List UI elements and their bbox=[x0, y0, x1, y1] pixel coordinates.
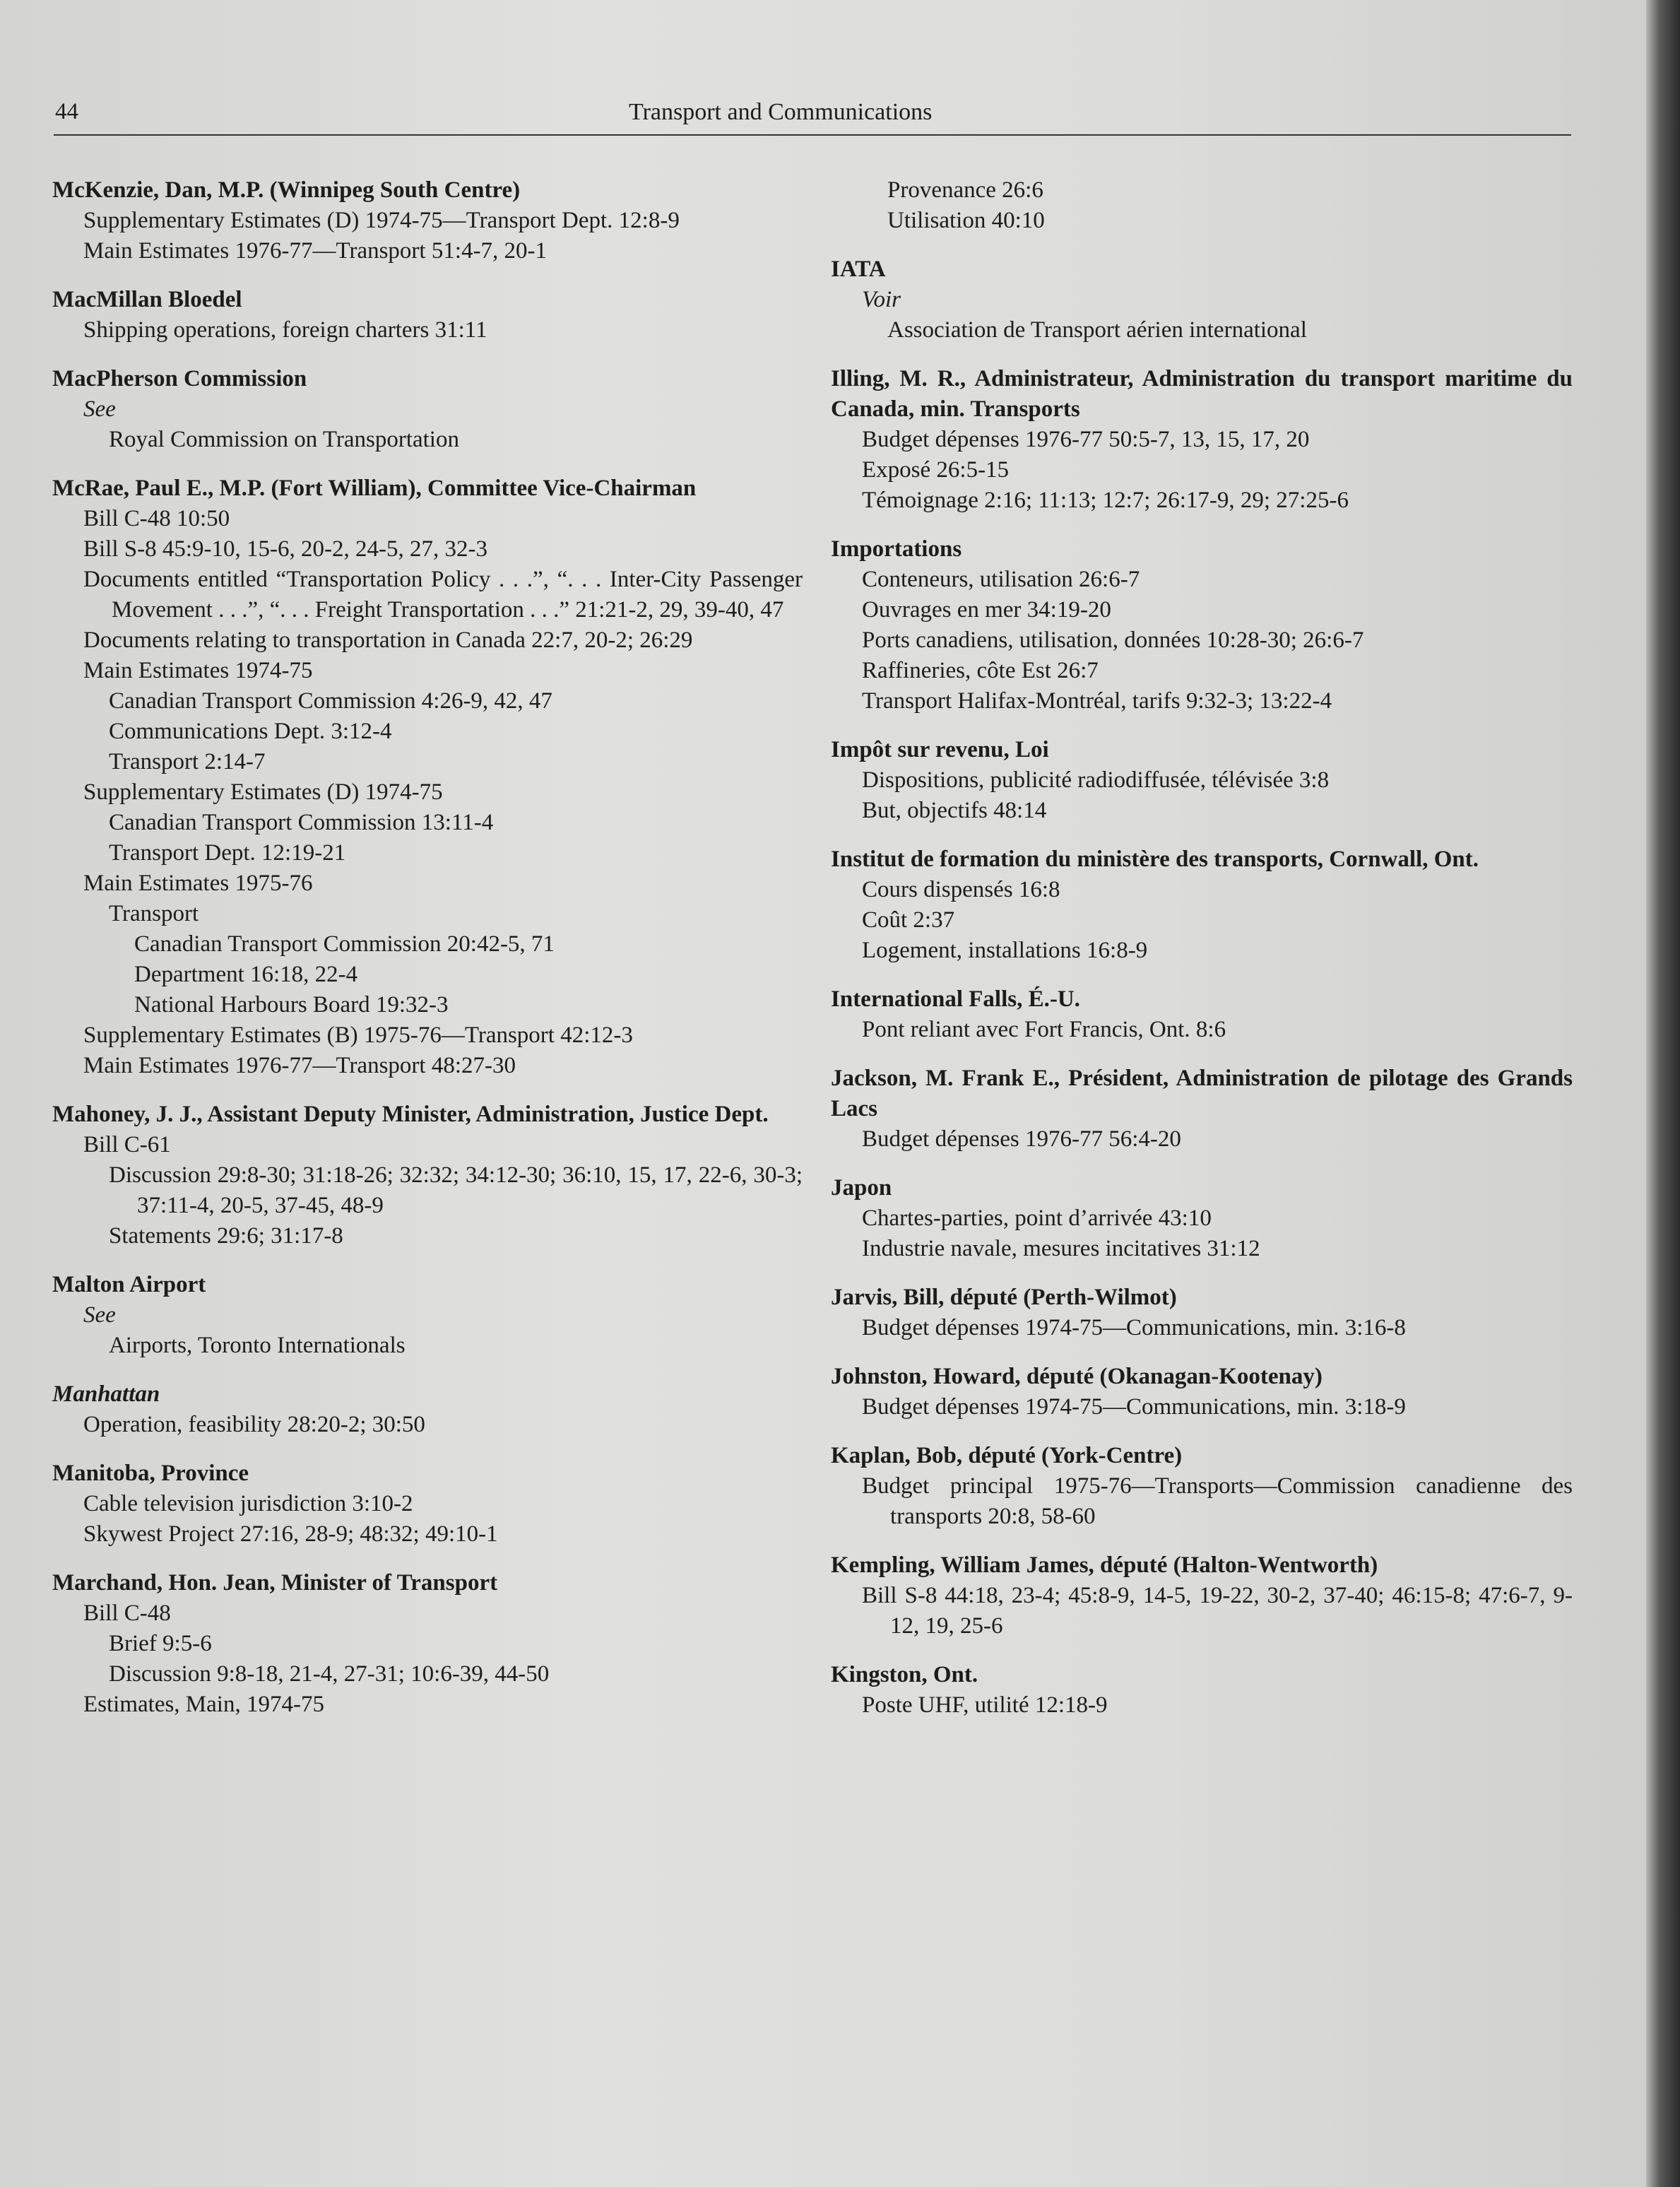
index-entry bbox=[52, 364, 803, 455]
entry-subline: But, objectifs 48:14 bbox=[862, 798, 1047, 823]
header-rule bbox=[54, 134, 1571, 136]
left-column bbox=[52, 175, 803, 1738]
entry-subline: Logement, installations 16:8-9 bbox=[862, 938, 1148, 963]
index-entry bbox=[52, 1568, 803, 1720]
entry-subline: Utilisation 40:10 bbox=[887, 208, 1045, 233]
index-entry bbox=[831, 1660, 1573, 1721]
entry-subline: Bill S-8 45:9-10, 15-6, 20-2, 24-5, 27, 32-3 bbox=[83, 536, 487, 562]
entry-subline: Estimates, Main, 1974-75 bbox=[83, 1692, 324, 1717]
entry-subline: Budget dépenses 1974-75—Communications, min. 3:18-9 bbox=[862, 1394, 1406, 1420]
entry-subline: Main Estimates 1974-75 bbox=[83, 658, 313, 683]
index-entry bbox=[831, 1550, 1573, 1641]
entry-subline: Royal Commission on Transportation bbox=[109, 427, 459, 452]
entry-heading: Kingston, Ont. bbox=[831, 1662, 978, 1687]
entry-subline: Transport Halifax-Montréal, tarifs 9:32-3; 13:22-4 bbox=[862, 688, 1332, 714]
entry-subline: Cours dispensés 16:8 bbox=[862, 877, 1060, 902]
entry-heading: Jarvis, Bill, député (Perth-Wilmot) bbox=[831, 1285, 1177, 1310]
entry-subline: Shipping operations, foreign charters 31:11 bbox=[83, 317, 487, 343]
index-entry bbox=[831, 1173, 1573, 1264]
entry-subline: Bill C-48 10:50 bbox=[83, 506, 230, 531]
entry-heading: International Falls, É.-U. bbox=[831, 986, 1080, 1012]
index-entry bbox=[831, 254, 1573, 346]
entry-subline: Skywest Project 27:16, 28-9; 48:32; 49:10-1 bbox=[83, 1521, 498, 1547]
see-reference-label: Voir bbox=[862, 287, 901, 312]
entry-heading: McKenzie, Dan, M.P. (Winnipeg South Centre) bbox=[52, 177, 521, 203]
entry-heading: McRae, Paul E., M.P. (Fort William), Committee Vice-Chairman bbox=[52, 476, 697, 501]
entry-heading: Impôt sur revenu, Loi bbox=[831, 737, 1049, 762]
entry-heading: Kaplan, Bob, député (York-Centre) bbox=[831, 1443, 1183, 1468]
entry-subline: Supplementary Estimates (D) 1974-75 bbox=[83, 779, 443, 805]
entry-subline: Provenance 26:6 bbox=[887, 177, 1043, 203]
entry-subline: Main Estimates 1975-76 bbox=[83, 871, 313, 896]
index-entry bbox=[831, 735, 1573, 826]
index-entry bbox=[52, 1379, 803, 1440]
entry-subline: Association de Transport aérien international bbox=[887, 317, 1307, 343]
entry-subline: Transport Dept. 12:19-21 bbox=[109, 840, 346, 866]
entry-subline: Bill C-61 bbox=[83, 1132, 171, 1157]
index-entry bbox=[52, 285, 803, 346]
entry-subline: Ports canadiens, utilisation, données 10:28-30; 26:6-7 bbox=[862, 627, 1364, 653]
index-entry bbox=[831, 1283, 1573, 1343]
entry-heading: Manitoba, Province bbox=[52, 1461, 249, 1486]
entry-subline: Operation, feasibility 28:20-2; 30:50 bbox=[83, 1412, 425, 1437]
entry-subline: Ouvrages en mer 34:19-20 bbox=[862, 597, 1111, 623]
entry-subline: Poste UHF, utilité 12:18-9 bbox=[862, 1692, 1108, 1718]
entry-heading: Manhattan bbox=[52, 1381, 160, 1407]
index-entry bbox=[831, 844, 1573, 966]
entry-heading: MacPherson Commission bbox=[52, 366, 307, 391]
entry-subline: Raffineries, côte Est 26:7 bbox=[862, 658, 1099, 683]
entry-subline: Pont reliant avec Fort Francis, Ont. 8:6 bbox=[862, 1017, 1226, 1042]
entry-heading: Jackson, M. Frank E., Président, Administration de pilotage des Grands Lacs bbox=[831, 1066, 1573, 1121]
entry-subline: Canadian Transport Commission 4:26-9, 42, 47 bbox=[109, 688, 552, 714]
entry-subline: Chartes-parties, point d’arrivée 43:10 bbox=[862, 1205, 1212, 1231]
index-entry bbox=[52, 1270, 803, 1361]
index-entry bbox=[831, 1063, 1573, 1155]
index-entry bbox=[831, 175, 1573, 236]
entry-subline: Industrie navale, mesures incitatives 31:12 bbox=[862, 1236, 1260, 1261]
entry-subline: Airports, Toronto Internationals bbox=[109, 1333, 406, 1358]
entry-heading: MacMillan Bloedel bbox=[52, 287, 242, 312]
entry-subline: Budget principal 1975-76—Transports—Commission canadienne des transports 20:8, 58-60 bbox=[862, 1473, 1573, 1529]
entry-heading: Malton Airport bbox=[52, 1272, 206, 1297]
index-entry bbox=[831, 534, 1573, 717]
entry-subline: Budget dépenses 1974-75—Communications, min. 3:16-8 bbox=[862, 1315, 1406, 1340]
entry-subline: Documents relating to transportation in Canada 22:7, 20-2; 26:29 bbox=[83, 627, 693, 653]
page-binding-edge bbox=[1646, 0, 1680, 2187]
right-column bbox=[831, 175, 1573, 1739]
entry-subline: Transport 2:14-7 bbox=[109, 749, 266, 774]
entry-subline: Budget dépenses 1976-77 56:4-20 bbox=[862, 1126, 1181, 1152]
entry-heading: Johnston, Howard, député (Okanagan-Kootenay) bbox=[831, 1364, 1323, 1389]
index-entry bbox=[52, 1100, 803, 1251]
entry-subline: Main Estimates 1976-77—Transport 48:27-30 bbox=[83, 1053, 516, 1078]
entry-subline: Supplementary Estimates (D) 1974-75—Transport Dept. 12:8-9 bbox=[83, 208, 680, 233]
entry-subline: Budget dépenses 1976-77 50:5-7, 13, 15, 17, 20 bbox=[862, 427, 1310, 452]
page-number: 44 bbox=[55, 99, 78, 124]
entry-subline: Bill C-48 bbox=[83, 1601, 171, 1626]
entry-subline: National Harbours Board 19:32-3 bbox=[134, 992, 449, 1018]
entry-subline: Discussion 29:8-30; 31:18-26; 32:32; 34:12-30; 36:10, 15, 17, 22-6, 30-3; 37:11-4, 20-5, 37-45, 48-9 bbox=[109, 1162, 803, 1218]
entry-subline: Bill S-8 44:18, 23-4; 45:8-9, 14-5, 19-22, 30-2, 37-40; 46:15-8; 47:6-7, 9-12, 19, 25-6 bbox=[862, 1583, 1573, 1639]
entry-subline: Transport bbox=[109, 901, 199, 926]
index-entry bbox=[831, 364, 1573, 516]
index-entry bbox=[52, 473, 803, 1081]
entry-heading: IATA bbox=[831, 257, 886, 282]
entry-subline: Coût 2:37 bbox=[862, 907, 955, 933]
entry-subline: Cable television jurisdiction 3:10-2 bbox=[83, 1491, 413, 1516]
entry-subline: Témoignage 2:16; 11:13; 12:7; 26:17-9, 29; 27:25-6 bbox=[862, 488, 1349, 513]
entry-heading: Institut de formation du ministère des transports, Cornwall, Ont. bbox=[831, 847, 1479, 872]
entry-subline: Conteneurs, utilisation 26:6-7 bbox=[862, 567, 1140, 592]
entry-subline: Canadian Transport Commission 13:11-4 bbox=[109, 810, 494, 835]
index-entry bbox=[52, 175, 803, 266]
entry-heading: Mahoney, J. J., Assistant Deputy Minister, Administration, Justice Dept. bbox=[52, 1102, 769, 1127]
index-entry bbox=[831, 1441, 1573, 1532]
entry-heading: Japon bbox=[831, 1175, 892, 1201]
index-entry bbox=[52, 1458, 803, 1550]
entry-subline: Discussion 9:8-18, 21-4, 27-31; 10:6-39, 44-50 bbox=[109, 1661, 550, 1687]
entry-heading: Kempling, William James, député (Halton-Wentworth) bbox=[831, 1552, 1378, 1578]
entry-subline: Communications Dept. 3:12-4 bbox=[109, 719, 392, 744]
index-entry bbox=[831, 1362, 1573, 1422]
entry-subline: Brief 9:5-6 bbox=[109, 1631, 212, 1656]
entry-subline: Dispositions, publicité radiodiffusée, télévisée 3:8 bbox=[862, 767, 1330, 793]
entry-subline: Documents entitled “Transportation Policy . . .”, “. . . Inter-City Passenger Movement . . .”, “. . . Freight Transportation . . .” 21:21-2, 29, 39-40, 47 bbox=[83, 567, 803, 623]
entry-subline: Main Estimates 1976-77—Transport 51:4-7, 20-1 bbox=[83, 238, 547, 264]
entry-heading: Marchand, Hon. Jean, Minister of Transport bbox=[52, 1570, 498, 1596]
see-reference-label: See bbox=[83, 396, 116, 422]
entry-subline: Exposé 26:5-15 bbox=[862, 457, 1010, 483]
entry-heading: Importations bbox=[831, 536, 962, 562]
entry-subline: Department 16:18, 22-4 bbox=[134, 962, 358, 987]
entry-heading: Illing, M. R., Administrateur, Administration du transport maritime du Canada, min. Transports bbox=[831, 366, 1573, 422]
entry-subline: Supplementary Estimates (B) 1975-76—Transport 42:12-3 bbox=[83, 1022, 633, 1048]
index-entry bbox=[831, 984, 1573, 1045]
see-reference-label: See bbox=[83, 1302, 116, 1328]
entry-subline: Statements 29:6; 31:17-8 bbox=[109, 1223, 343, 1249]
entry-subline: Canadian Transport Commission 20:42-5, 71 bbox=[134, 931, 555, 957]
running-title: Transport and Communications bbox=[629, 99, 933, 125]
